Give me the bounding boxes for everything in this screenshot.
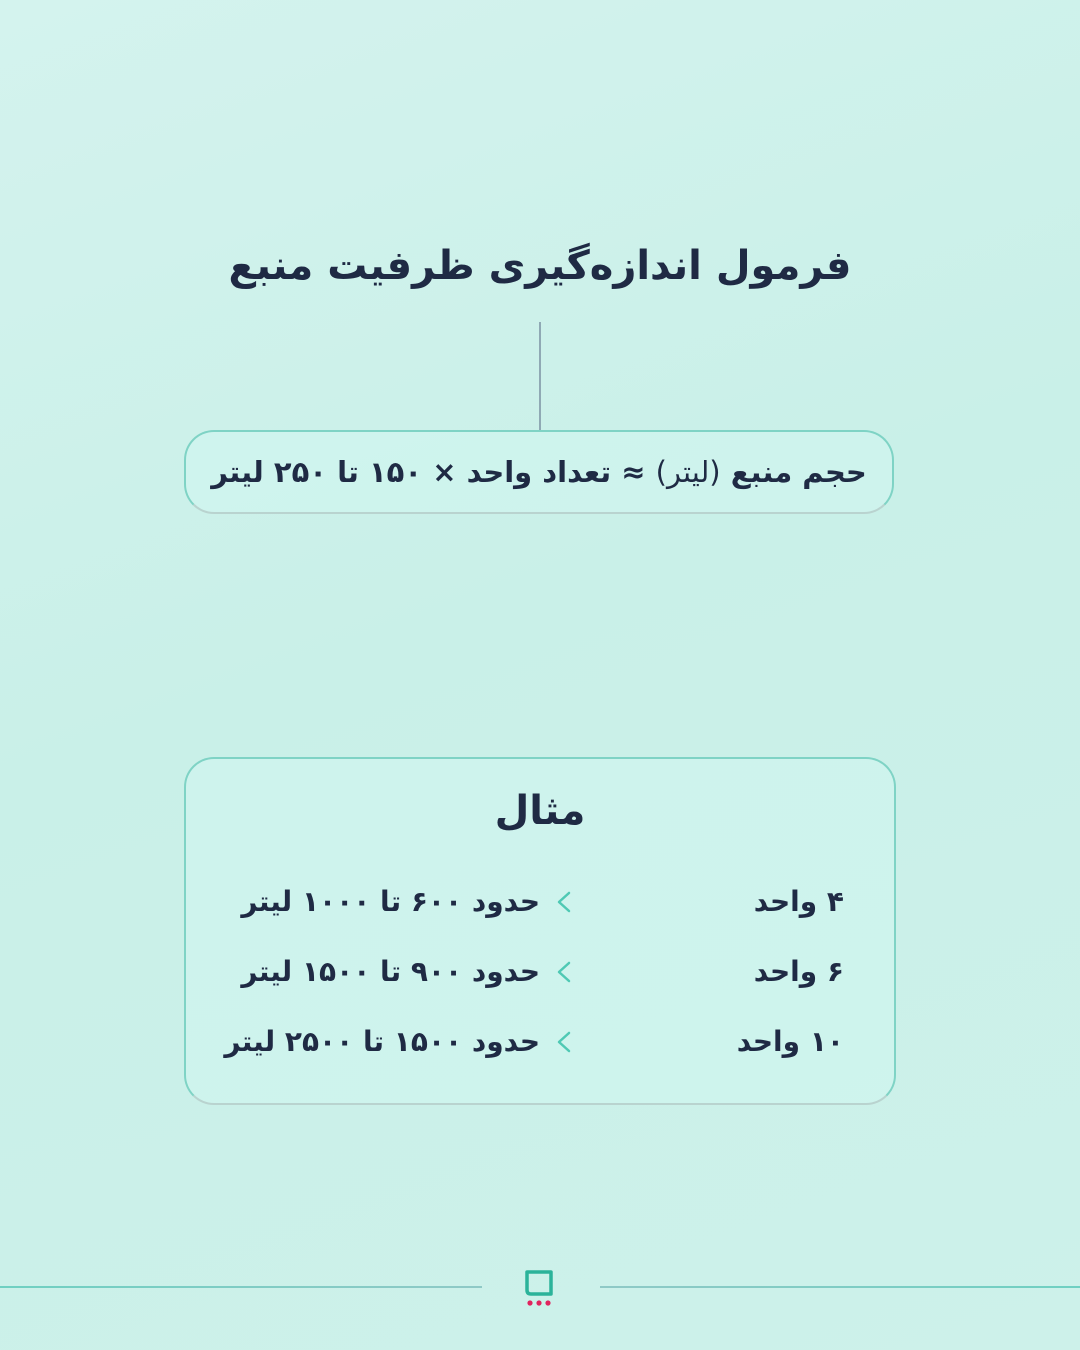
arrow-left-icon [556,890,732,914]
example-row [186,877,894,927]
example-range: حدود ۶۰۰ تا ۱۰۰۰ لیتر [241,885,540,918]
formula-unit: (لیتر) [655,455,721,489]
formula-lhs: حجم منبع [730,455,867,489]
formula-rhs: ≈ تعداد واحد × ۱۵۰ تا ۲۵۰ لیتر [211,455,646,489]
example-row [186,1017,894,1067]
example-units: ۱۰ واحد [736,1025,844,1058]
example-units: ۴ واحد [753,885,844,918]
example-units: ۶ واحد [753,955,844,988]
connector-line [539,322,541,432]
example-box [184,757,896,1105]
formula-text [211,455,867,489]
example-title: مثال [494,788,586,834]
example-row [186,947,894,997]
footer-divider-right [600,1286,1080,1288]
page-title: فرمول اندازه‌گیری ظرفیت منبع [228,243,852,289]
arrow-left-icon [556,960,732,984]
example-range: حدود ۱۵۰۰ تا ۲۵۰۰ لیتر [224,1025,540,1058]
arrow-left-icon [556,1030,732,1054]
formula-box [184,430,894,514]
footer-divider-left [0,1286,482,1288]
example-range: حدود ۹۰۰ تا ۱۵۰۰ لیتر [241,955,540,988]
brand-logo-icon [523,1268,557,1308]
